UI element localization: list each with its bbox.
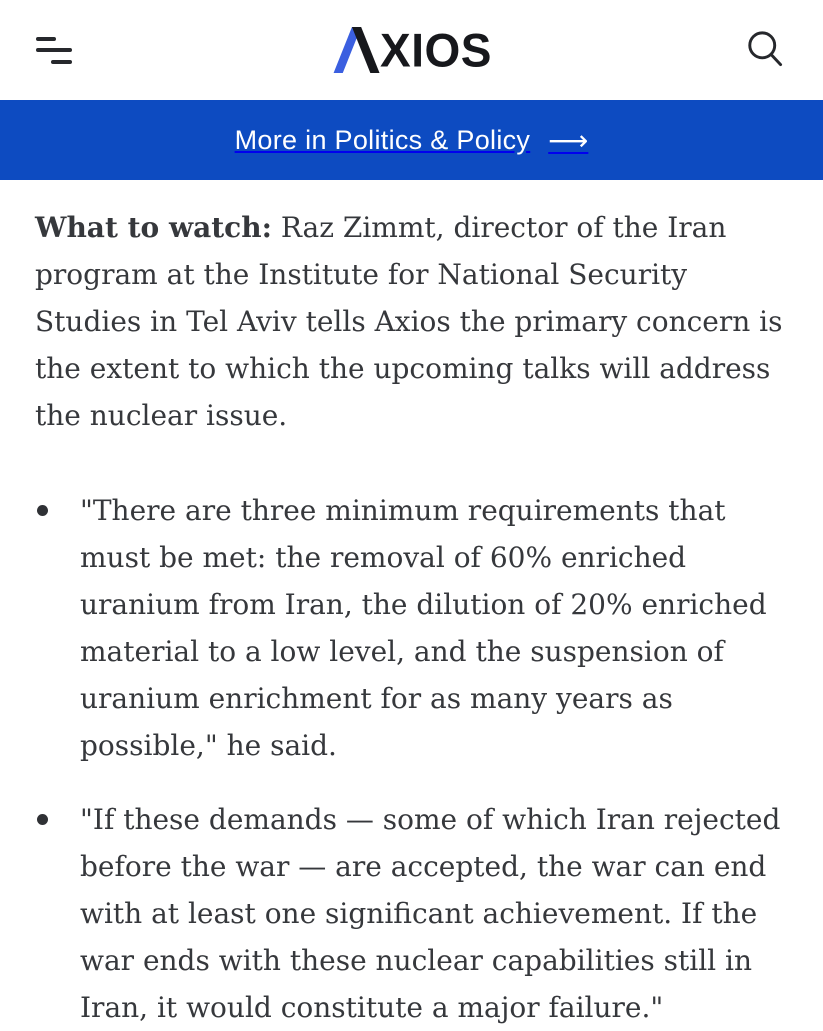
paragraph-lead: What to watch:	[35, 211, 272, 244]
axios-logo-text: XIOS	[380, 23, 492, 77]
banner-label: More in Politics & Policy	[234, 124, 531, 155]
axios-logo[interactable]	[331, 23, 492, 77]
article-body	[0, 180, 823, 1031]
more-in-politics-policy-banner[interactable]	[0, 100, 823, 180]
top-nav-bar	[0, 0, 823, 100]
search-icon	[743, 27, 787, 74]
what-to-watch-paragraph	[35, 204, 783, 439]
hamburger-menu-button[interactable]	[36, 37, 72, 64]
bullet-list	[35, 487, 783, 1031]
right-arrow-icon: ⟶	[548, 124, 589, 157]
search-button[interactable]	[743, 27, 787, 74]
hamburger-icon	[36, 37, 56, 41]
axios-logo-a-icon	[331, 27, 379, 73]
paragraph-text: Raz Zimmt, director of the Iran program at the Institute for National Security Studies in Tel Aviv tells Axios the primary concern is the extent to which the upcoming talks will address the nuclear issue.	[35, 211, 783, 432]
list-item: "There are three minimum requirements that must be met: the removal of 60% enriched uranium from Iran, the dilution of 20% enriched material to a low level, and the suspension of uranium enrichment for as many years as possible," he said.	[35, 487, 783, 769]
list-item: "If these demands — some of which Iran rejected before the war — are accepted, the war can end with at least one significant achievement. If the war ends with these nuclear capabilities still in Iran, it would constitute a major failure."	[35, 796, 783, 1031]
